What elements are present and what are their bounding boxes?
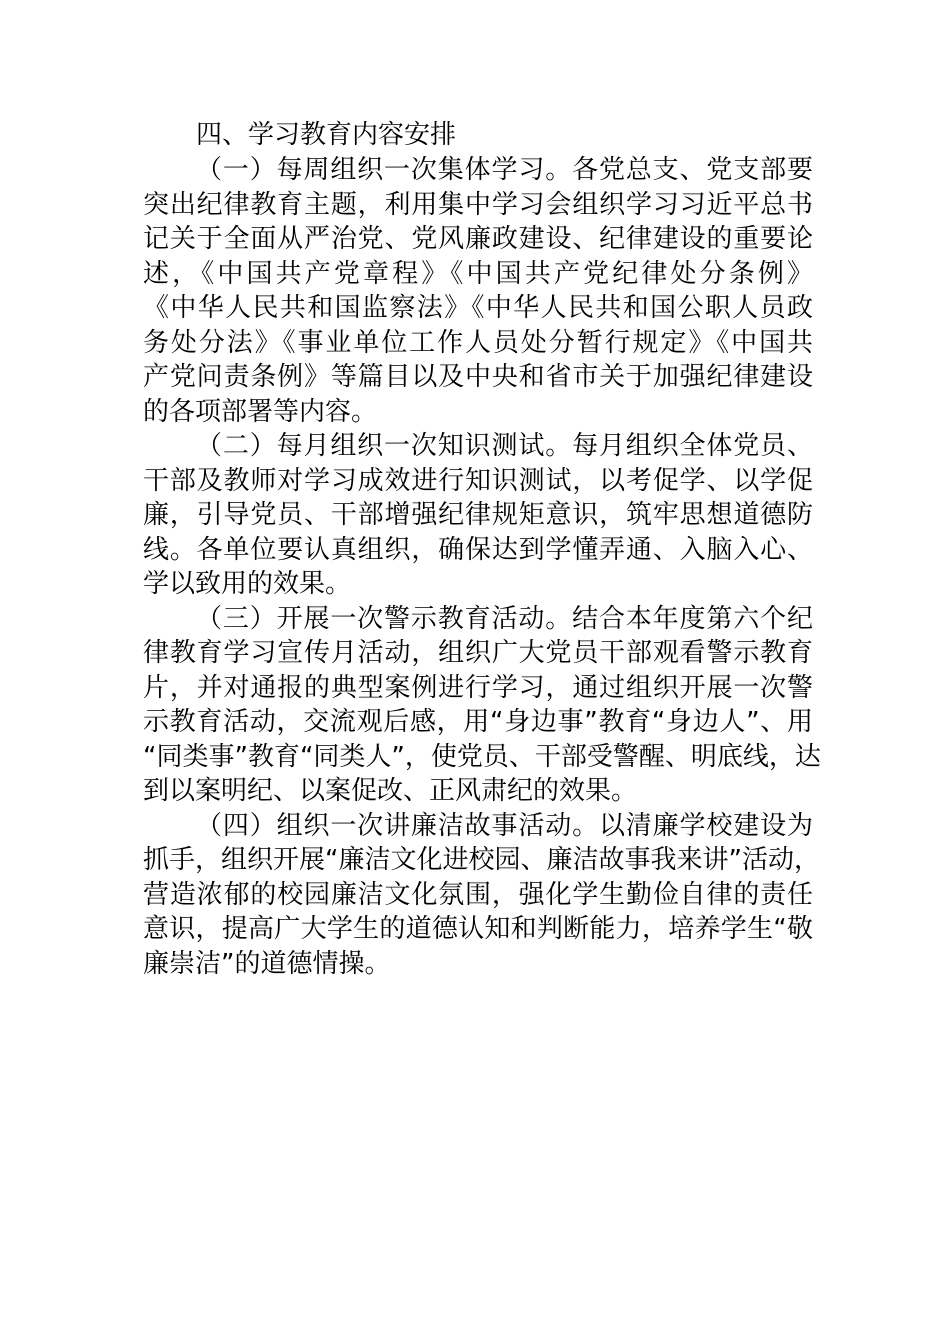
paragraph-line: 廉崇洁”的道德情操。 [143,948,391,979]
paragraph-line: 述，《中国共产党章程》《中国共产党纪律处分条例》 [143,258,813,289]
paragraph-line: 廉，引导党员、干部增强纪律规矩意识，筑牢思想道德防 [143,500,813,530]
paragraph-line: 线。各单位要认真组织，确保达到学懂弄通、入脑入心、 [143,534,813,565]
paragraph [143,809,820,982]
paragraph-line: 营造浓郁的校园廉洁文化氛围，强化学生勤俭自律的责任 [143,879,813,910]
paragraph-line: 律教育学习宣传月活动，组织广大党员干部观看警示教育 [143,638,813,668]
paragraph-list [143,153,821,981]
paragraph-line: 意识，提高广大学生的道德认知和判断能力，培养学生“敬 [143,914,813,944]
paragraph-line: 干部及教师对学习成效进行知识测试，以考促学、以学促 [143,465,813,496]
paragraph-line: 突出纪律教育主题，利用集中学习会组织学习习近平总书 [143,189,813,220]
paragraph-line: 务处分法》《事业单位工作人员处分暂行规定》《中国共 [143,327,813,358]
paragraph-line: 记关于全面从严治党、党风廉政建设、纪律建设的重要论 [143,224,813,254]
document-body [143,117,821,981]
paragraph [143,153,813,429]
paragraph-line: “同类事”教育“同类人”，使党员、干部受警醒、明底线，达 [143,741,821,772]
paragraph-line: 片，并对通报的典型案例进行学习，通过组织开展一次警 [143,672,813,703]
paragraph-line: （一）每周组织一次集体学习。各党总支、党支部要 [196,155,813,185]
paragraph-line: （四）组织一次讲廉洁故事活动。以清廉学校建设为 [196,810,813,841]
paragraph-line: 学以致用的效果。 [143,569,352,599]
section-heading: 四、学习教育内容安排 [196,120,457,150]
paragraph-line: （三）开展一次警示教育活动。结合本年度第六个纪 [196,603,813,634]
paragraph-line: 《中华人民共和国监察法》《中华人民共和国公职人员政 [143,293,813,323]
paragraph-line: 示教育活动，交流观后感，用“身边事”教育“身边人”、用 [143,707,813,737]
paragraph-line: 到以案明纪、以案促改、正风肃纪的效果。 [143,776,638,806]
paragraph [143,602,821,809]
paragraph-line: 抓手，组织开展“廉洁文化进校园、廉洁故事我来讲”活动， [143,845,820,875]
paragraph-line: 的各项部署等内容。 [143,396,378,427]
paragraph-line: （二）每月组织一次知识测试。每月组织全体党员、 [196,431,813,461]
paragraph-line: 产党问责条例》等篇目以及中央和省市关于加强纪律建设 [143,362,813,392]
paragraph [143,429,813,602]
